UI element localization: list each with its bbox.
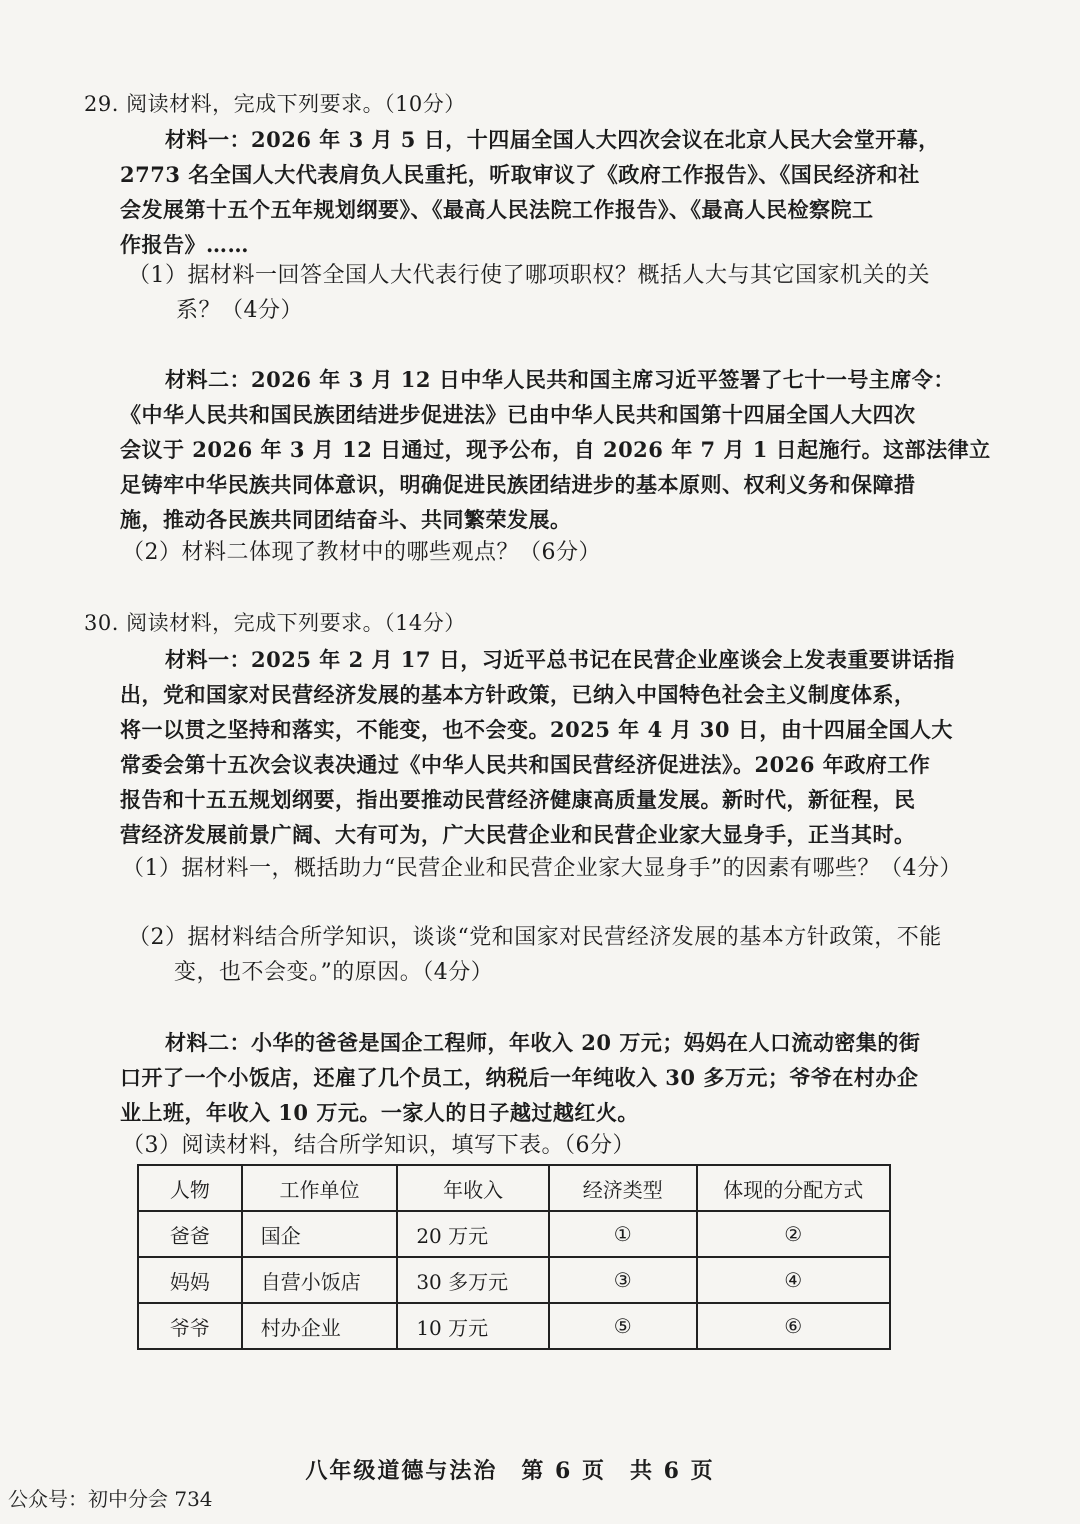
q30-material2-line: 业上班，年收入 10 万元。一家人的日子越过越红火。 <box>120 1100 639 1125</box>
table-cell: 20 万元 <box>397 1211 549 1257</box>
q29-material2-line: 会议于 2026 年 3 月 12 日通过，现予公布，自 2026 年 7 月 1 日起施行。这部法律立 <box>120 437 991 462</box>
answer-blank-1[interactable]: ① <box>549 1211 697 1257</box>
q30-material1-line: 材料一：2025 年 2 月 17 日，习近平总书记在民营企业座谈会上发表重要讲话指 <box>165 647 955 672</box>
table-row <box>138 1211 890 1257</box>
q29-title: 29. 阅读材料，完成下列要求。（10分） <box>84 92 466 116</box>
q29-material1-line: 会发展第十五个五年规划纲要》、《最高人民法院工作报告》、《最高人民检察院工 <box>120 197 874 222</box>
answer-blank-4[interactable]: ④ <box>697 1257 890 1303</box>
table-row <box>138 1257 890 1303</box>
q30-material1-line: 出，党和国家对民营经济发展的基本方针政策，已纳入中国特色社会主义制度体系， <box>120 682 916 707</box>
table-row <box>138 1303 890 1349</box>
q29-material2-line: 《中华人民共和国民族团结进步促进法》已由中华人民共和国第十四届全国人大四次 <box>120 402 916 427</box>
q30-sub2-cont: 变，也不会变。”的原因。（4分） <box>174 960 494 985</box>
q30-material1-line: 报告和十五五规划纲要，指出要推动民营经济健康高质量发展。新时代，新征程，民 <box>120 787 916 812</box>
table-cell: 爷爷 <box>138 1303 242 1349</box>
q30-material2-line: 材料二：小华的爸爸是国企工程师，年收入 20 万元；妈妈在人口流动密集的街 <box>165 1030 921 1055</box>
table-cell: 妈妈 <box>138 1257 242 1303</box>
q30-sub1: （1）据材料一，概括助力“民营企业和民营企业家大显身手”的因素有哪些？（4分） <box>122 856 962 881</box>
q30-title: 30. 阅读材料，完成下列要求。（14分） <box>84 611 466 635</box>
q30-sub3: （3）阅读材料，结合所学知识，填写下表。（6分） <box>122 1133 635 1158</box>
page-footer: 八年级道德与法治 第 6 页 共 6 页 <box>305 1458 715 1484</box>
table-header-cell: 体现的分配方式 <box>697 1165 890 1211</box>
table-header-cell: 经济类型 <box>549 1165 697 1211</box>
table-cell: 国企 <box>242 1211 398 1257</box>
table-cell: 自营小饭店 <box>242 1257 398 1303</box>
q29-material2-line: 施，推动各民族共同团结奋斗、共同繁荣发展。 <box>120 507 572 532</box>
q29-sub2: （2）材料二体现了教材中的哪些观点？（6分） <box>122 540 601 565</box>
q29-material2-line: 材料二：2026 年 3 月 12 日中华人民共和国主席习近平签署了七十一号主席令： <box>165 367 955 392</box>
q29-material1-line: 材料一：2026 年 3 月 5 日，十四届全国人大四次会议在北京人民大会堂开幕， <box>165 127 940 152</box>
answer-blank-3[interactable]: ③ <box>549 1257 697 1303</box>
table-cell: 村办企业 <box>242 1303 398 1349</box>
table-cell: 爸爸 <box>138 1211 242 1257</box>
q30-material2-line: 口开了一个小饭店，还雇了几个员工，纳税后一年纯收入 30 多万元；爷爷在村办企 <box>120 1065 919 1090</box>
q29-sub1-cont: 系？（4分） <box>176 298 303 323</box>
table-header-row <box>138 1165 890 1211</box>
q30-material1-line: 营经济发展前景广阔、大有可为，广大民营企业和民营企业家大显身手，正当其时。 <box>120 822 916 847</box>
q30-material1-line: 常委会第十五次会议表决通过《中华人民共和国民营经济促进法》。2026 年政府工作 <box>120 752 931 777</box>
table-header-cell: 年收入 <box>397 1165 549 1211</box>
q30-sub2: （2）据材料结合所学知识，谈谈“党和国家对民营经济发展的基本方针政策，不能 <box>128 925 942 950</box>
q29-material2-line: 足铸牢中华民族共同体意识，明确促进民族团结进步的基本原则、权利义务和保障措 <box>120 472 916 497</box>
wechat-watermark: 公众号：初中分会 734 <box>8 1487 213 1511</box>
q29-sub1: （1）据材料一回答全国人大代表行使了哪项职权？概括人大与其它国家机关的关 <box>128 263 930 288</box>
table-header-cell: 工作单位 <box>242 1165 398 1211</box>
q29-material1-line: 作报告》…… <box>120 232 249 257</box>
q30-material1-line: 将一以贯之坚持和落实，不能变，也不会变。2025 年 4 月 30 日，由十四届全国人大 <box>120 717 953 742</box>
answer-blank-6[interactable]: ⑥ <box>697 1303 890 1349</box>
answer-blank-5[interactable]: ⑤ <box>549 1303 697 1349</box>
table-cell: 30 多万元 <box>397 1257 549 1303</box>
answer-blank-2[interactable]: ② <box>697 1211 890 1257</box>
table-header-cell: 人物 <box>138 1165 242 1211</box>
q29-material1-line: 2773 名全国人大代表肩负人民重托，听取审议了《政府工作报告》、《国民经济和社 <box>120 162 920 187</box>
table-cell: 10 万元 <box>397 1303 549 1349</box>
answer-table <box>137 1164 891 1350</box>
